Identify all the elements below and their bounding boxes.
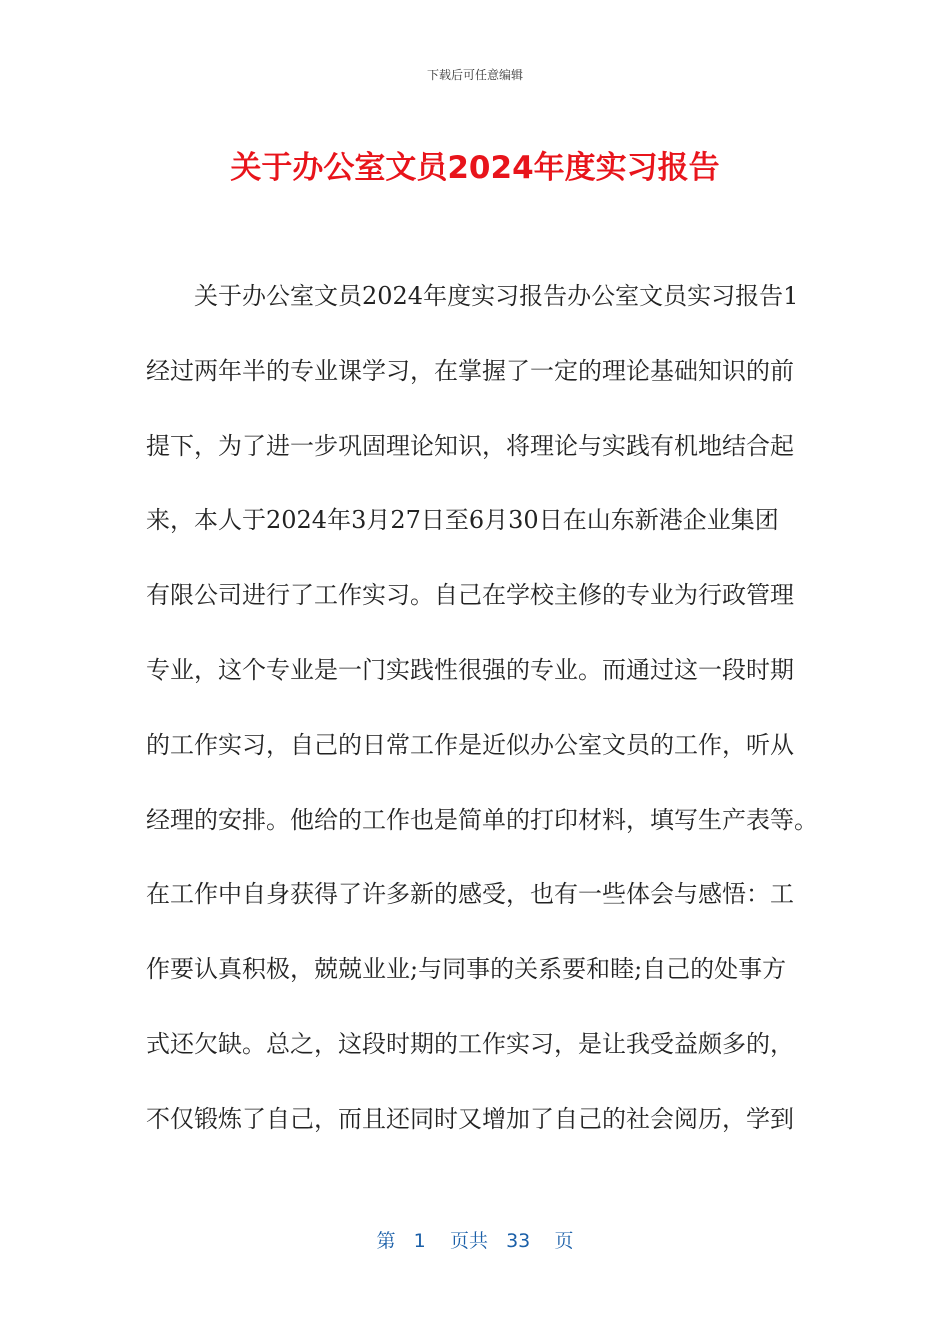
total-pages-number: 33 <box>506 1230 531 1252</box>
body-line: 关于办公室文员2024年度实习报告办公室文员实习报告1 <box>194 282 799 310</box>
body-line: 经理的安排。他给的工作也是简单的打印材料，填写生产表等。 <box>146 805 818 834</box>
page-label-middle: 页共 <box>449 1230 488 1252</box>
body-line: 作要认真积极，兢兢业业;与同事的关系要和睦;自己的处事方 <box>146 955 787 984</box>
current-page-number: 1 <box>413 1230 426 1252</box>
body-line: 专业，这个专业是一门实践性很强的专业。而通过这一段时期 <box>146 655 794 684</box>
page-footer <box>0 1226 950 1253</box>
body-line: 来，本人于2024年3月27日至6月30日在山东新港企业集团 <box>146 506 779 535</box>
header-note: 下载后可任意编辑 <box>426 68 523 82</box>
document-body <box>146 268 818 1166</box>
body-line: 的工作实习，自己的日常工作是近似办公室文员的工作，听从 <box>146 730 794 759</box>
body-line: 提下，为了进一步巩固理论知识，将理论与实践有机地结合起 <box>146 431 794 460</box>
body-line: 在工作中自身获得了许多新的感受，也有一些体会与感悟：工 <box>146 880 794 909</box>
body-line: 有限公司进行了工作实习。自己在学校主修的专业为行政管理 <box>146 581 794 610</box>
body-line: 不仅锻炼了自己，而且还同时又增加了自己的社会阅历，学到 <box>146 1104 794 1133</box>
page-label-suffix: 页 <box>554 1230 574 1252</box>
body-line: 经过两年半的专业课学习，在掌握了一定的理论基础知识的前 <box>146 356 794 385</box>
document-title: 关于办公室文员2024年度实习报告 <box>230 150 720 186</box>
page-label-prefix: 第 <box>376 1230 396 1252</box>
body-line: 式还欠缺。总之，这段时期的工作实习，是让我受益颇多的， <box>146 1029 794 1058</box>
